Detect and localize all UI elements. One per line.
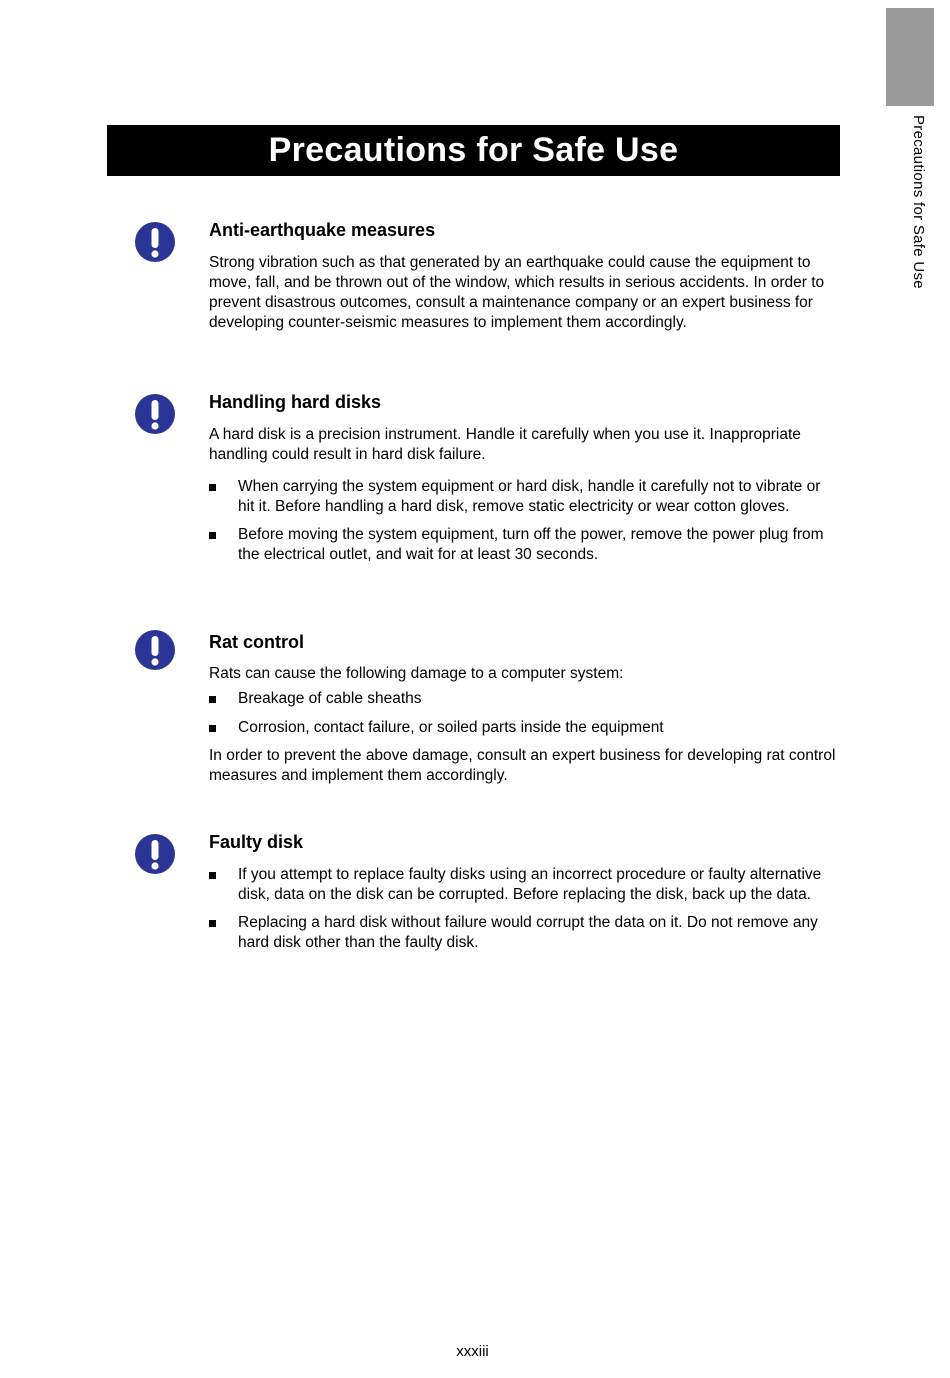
square-bullet-icon: [209, 872, 216, 879]
section-title: Anti-earthquake measures: [209, 220, 436, 240]
section-title: Rat control: [209, 632, 305, 652]
page-title: Precautions for Safe Use: [268, 131, 679, 169]
square-bullet-icon: [209, 484, 216, 491]
bullet-list: [209, 689, 839, 738]
list-item: [209, 525, 839, 565]
side-tab-label: Precautions for Safe Use: [910, 115, 927, 289]
bullet-list: [209, 477, 839, 565]
list-item: [209, 718, 839, 738]
bullet-text: Breakage of cable sheaths: [238, 690, 422, 707]
exclamation-circle-icon: [134, 393, 176, 435]
side-tab-marker: [886, 8, 934, 106]
section-title: Handling hard disks: [209, 392, 382, 412]
section-paragraph: A hard disk is a precision instrument. Handle it carefully when you use it. Inappropriate handling could result in hard disk failure.: [209, 426, 801, 463]
square-bullet-icon: [209, 725, 216, 732]
exclamation-circle-icon: [134, 833, 176, 875]
square-bullet-icon: [209, 920, 216, 927]
bullet-text: If you attempt to replace faulty disks using an incorrect procedure or faulty alternative disk, data on the disk can be corrupted. Before replacing the disk, back up the data.: [238, 866, 822, 903]
bullet-list: [209, 865, 839, 953]
list-item: [209, 865, 839, 905]
list-item: [209, 689, 839, 709]
section-paragraph: Strong vibration such as that generated by an earthquake could cause the equipment to move, fall, and be thrown out of the window, which results in serious accidents. In order to prevent disastrous outcomes, consult a maintenance company or an expert business for developing counter-seismic measures to implement them accordingly.: [209, 254, 825, 331]
exclamation-circle-icon: [134, 221, 176, 263]
section-outro: In order to prevent the above damage, consult an expert business for developing rat control measures and implement them accordingly.: [209, 747, 836, 784]
square-bullet-icon: [209, 696, 216, 703]
bullet-text: Before moving the system equipment, turn off the power, remove the power plug from the electrical outlet, and wait for at least 30 seconds.: [238, 526, 824, 563]
bullet-text: Corrosion, contact failure, or soiled parts inside the equipment: [238, 719, 664, 736]
section-title: Faulty disk: [209, 832, 304, 852]
exclamation-circle-icon: [134, 629, 176, 671]
section-intro: Rats can cause the following damage to a computer system:: [209, 665, 624, 682]
bullet-text: Replacing a hard disk without failure would corrupt the data on it. Do not remove any hard disk other than the faulty disk.: [238, 914, 818, 951]
bullet-text: When carrying the system equipment or hard disk, handle it carefully not to vibrate or hit it. Before handling a hard disk, remove static electricity or wear cotton gloves.: [238, 478, 821, 515]
page-number: xxxiii: [456, 1343, 489, 1360]
list-item: [209, 913, 839, 953]
list-item: [209, 477, 839, 517]
page-title-bar: [107, 125, 840, 176]
square-bullet-icon: [209, 532, 216, 539]
